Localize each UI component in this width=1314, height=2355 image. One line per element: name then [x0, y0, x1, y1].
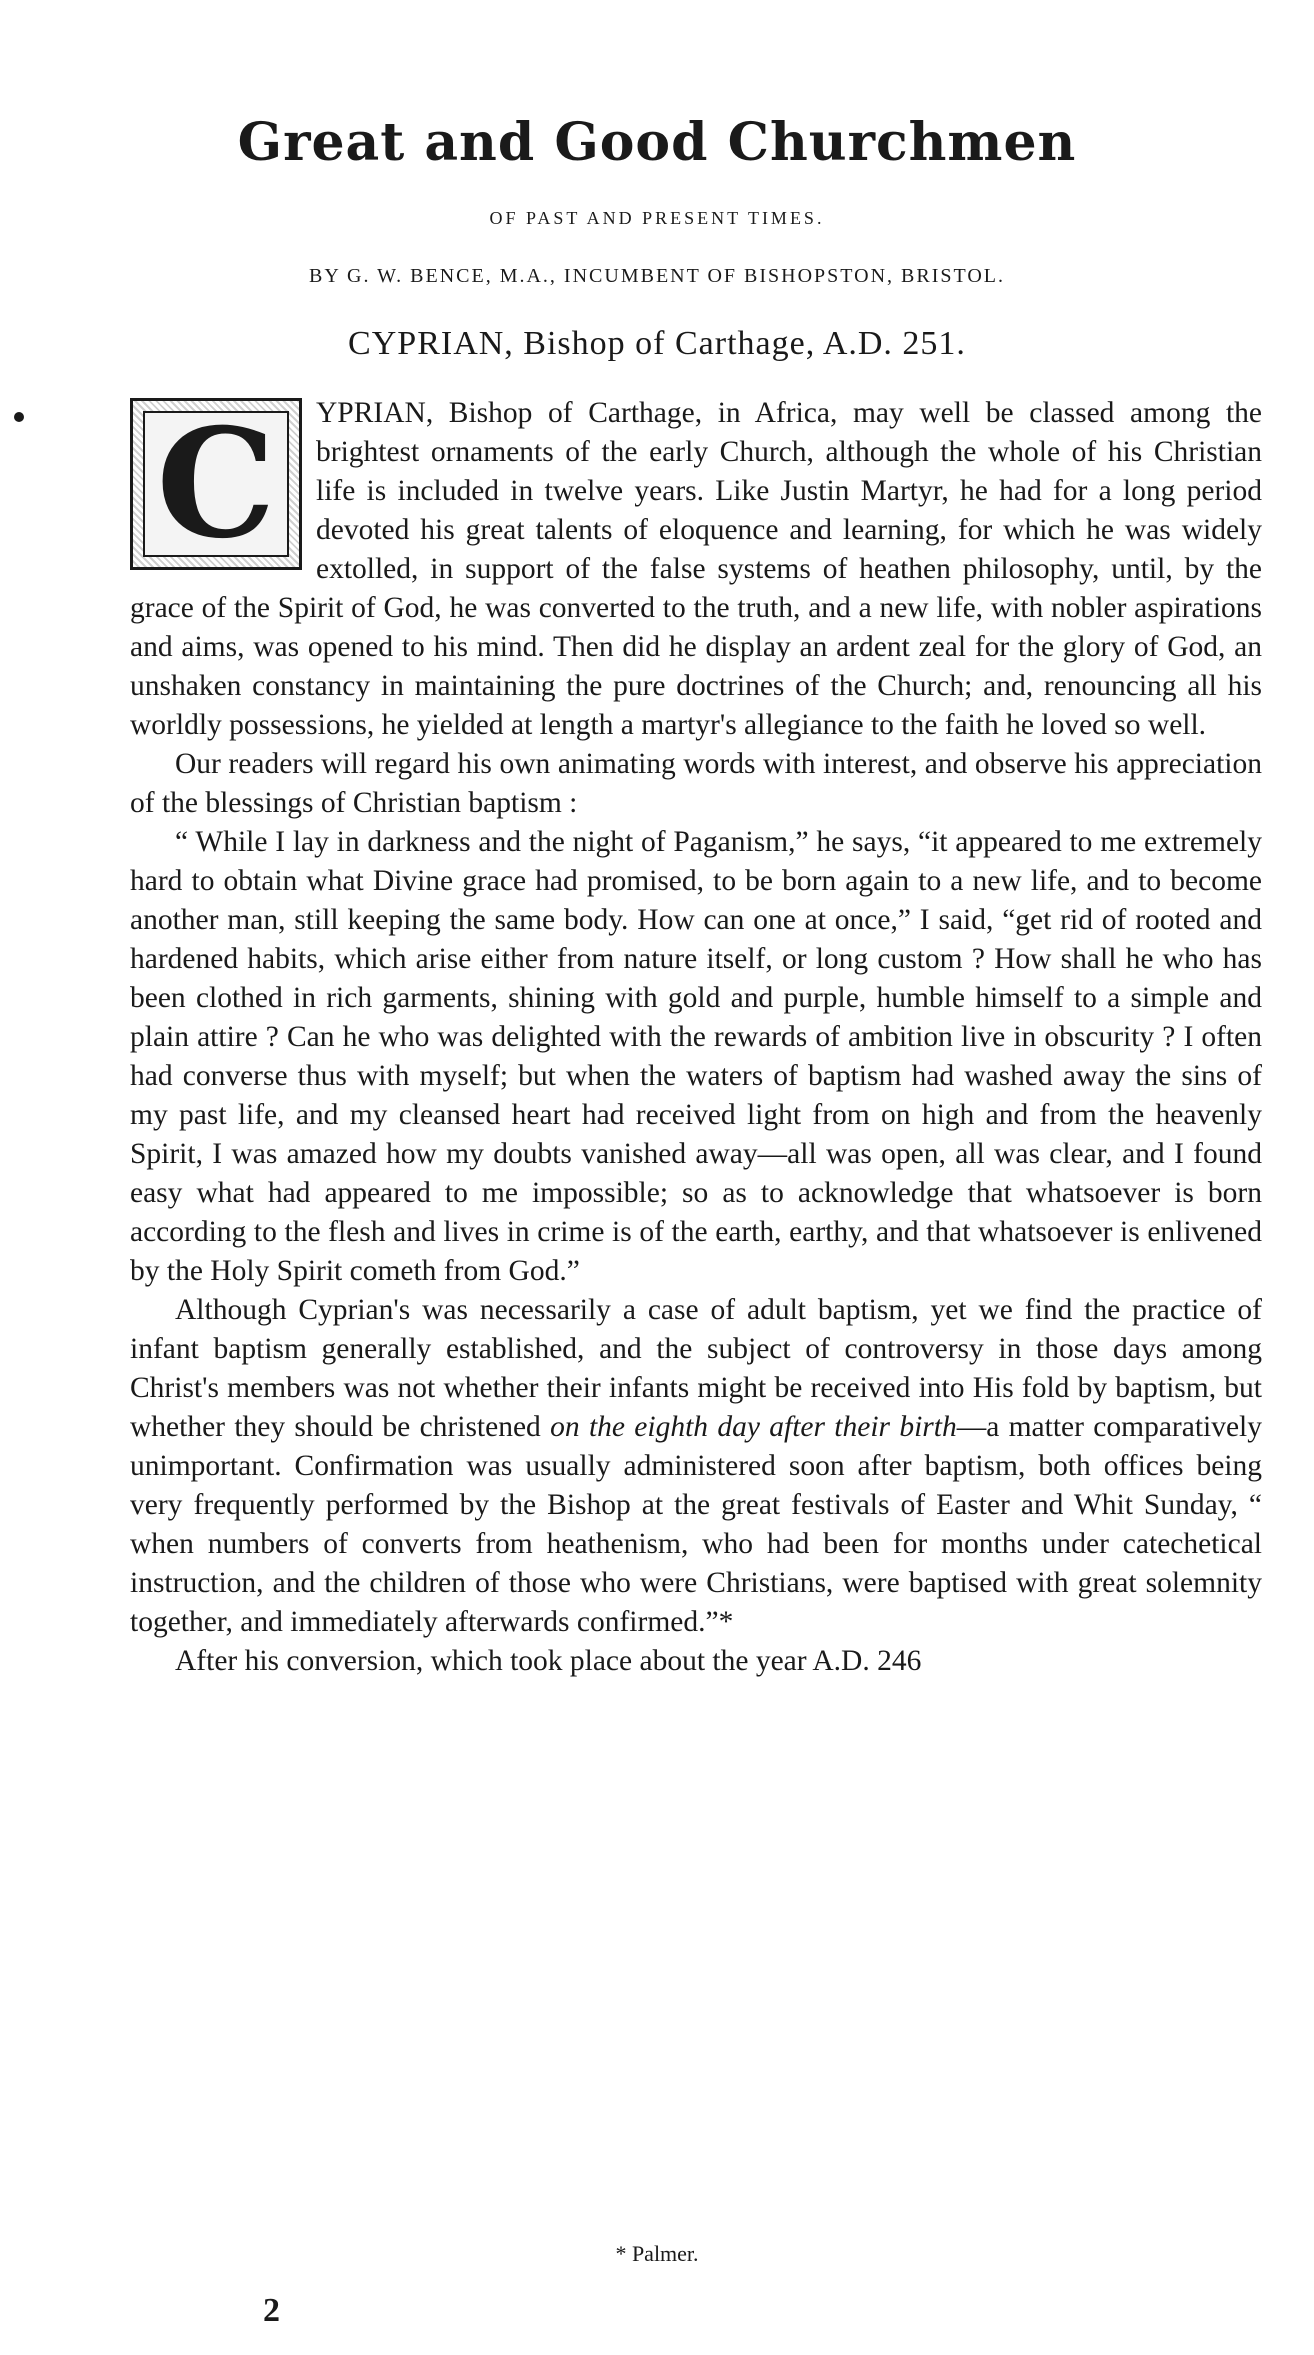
page-subtitle: OF PAST AND PRESENT TIMES. — [489, 208, 825, 228]
paragraph-3: “ While I lay in darkness and the night of Paganism,” he says, “it appeared to me extremely hard to obtain what Divine grace had promised, to be born again to a new life, and to become another man, still keeping the same body. How can one at once,” I said, “get rid of rooted and hardened habits, which arise either from nature itself, or long custom ? How shall he who has been clothed in rich garments, shining with gold and purple, humble himself to a simple and plain attire ? Can he who was delighted with the rewards of ambition live in obscurity ? I often had converse thus with myself; but when the waters of baptism had washed away the sins of my past life, and my cleansed heart had received light from on high and from the heavenly Spirit, I was amazed how my doubts vanished away—all was open, all was clear, and I found easy what had appeared to me impossible; so as to acknowledge that whatsoever is born according to the flesh and lives in crime is of the earth, earthy, and that whatsoever is enlivened by the Holy Spirit cometh from God.” — [130, 826, 1262, 1287]
paragraph-4-text-a: Although Cyprian's was necessarily a case of adult baptism, yet we find the practice of infant baptism generally established, and the subject of controversy in those days among Christ's members was not whether their infants might be received into His fold by baptism, but whether they should be christened — [130, 1294, 1262, 1443]
article-body — [130, 394, 1262, 1681]
author-byline: BY G. W. BENCE, M.A., INCUMBENT OF BISHOPSTON, BRISTOL. — [308, 265, 1005, 287]
paragraph-4-italic: on the eighth day after their birth — [550, 1411, 957, 1443]
initial-frame — [143, 396, 289, 572]
paragraph-4 — [130, 1291, 1262, 1642]
initial-letter: C — [156, 396, 276, 572]
section-heading: CYPRIAN, Bishop of Carthage, A.D. 251. — [348, 325, 966, 362]
page-number: 2 — [263, 2292, 280, 2329]
paragraph-5: After his conversion, which took place about the year A.D. 246 — [175, 1645, 922, 1677]
paragraph-4-text-b: —a matter comparatively unimportant. Confirmation was usually administered soon after baptism, both offices being very frequently performed by the Bishop at the great festivals of Easter and Whit Sunday, “ when numbers of converts from heathenism, who had been for months under catechetical instruction, and the children of those who were Christians, were baptised with great solemnity together, and immediately afterwards confirmed.”* — [130, 1411, 1263, 1638]
paragraph-2: Our readers will regard his own animating words with interest, and observe his appreciation of the blessings of Christian baptism : — [130, 748, 1262, 819]
paragraph-1-text: YPRIAN, Bishop of Carthage, in Africa, may well be classed among the brightest ornaments of the early Church, although the whole of his Christian life is included in twelve years. Like Justin Martyr, he had for a long period devoted his great talents of eloquence and learning, for which he was widely extolled, in support of the false systems of heathen philosophy, until, by the grace of the Spirit of God, he was converted to the truth, and a new life, with nobler aspirations and aims, was opened to his mind. Then did he display an ardent zeal for the glory of God, an unshaken constancy in maintaining the pure doctrines of the Church; and, renouncing all his worldly possessions, he yielded at length a martyr's allegiance to the faith he loved so well. — [130, 397, 1262, 741]
footnote: * Palmer. — [615, 2241, 699, 2266]
page-title: Great and Good Churchmen — [237, 112, 1077, 173]
margin-dot-icon — [14, 412, 24, 422]
paragraph-1 — [130, 394, 1262, 745]
ornamental-initial-icon — [130, 398, 302, 570]
